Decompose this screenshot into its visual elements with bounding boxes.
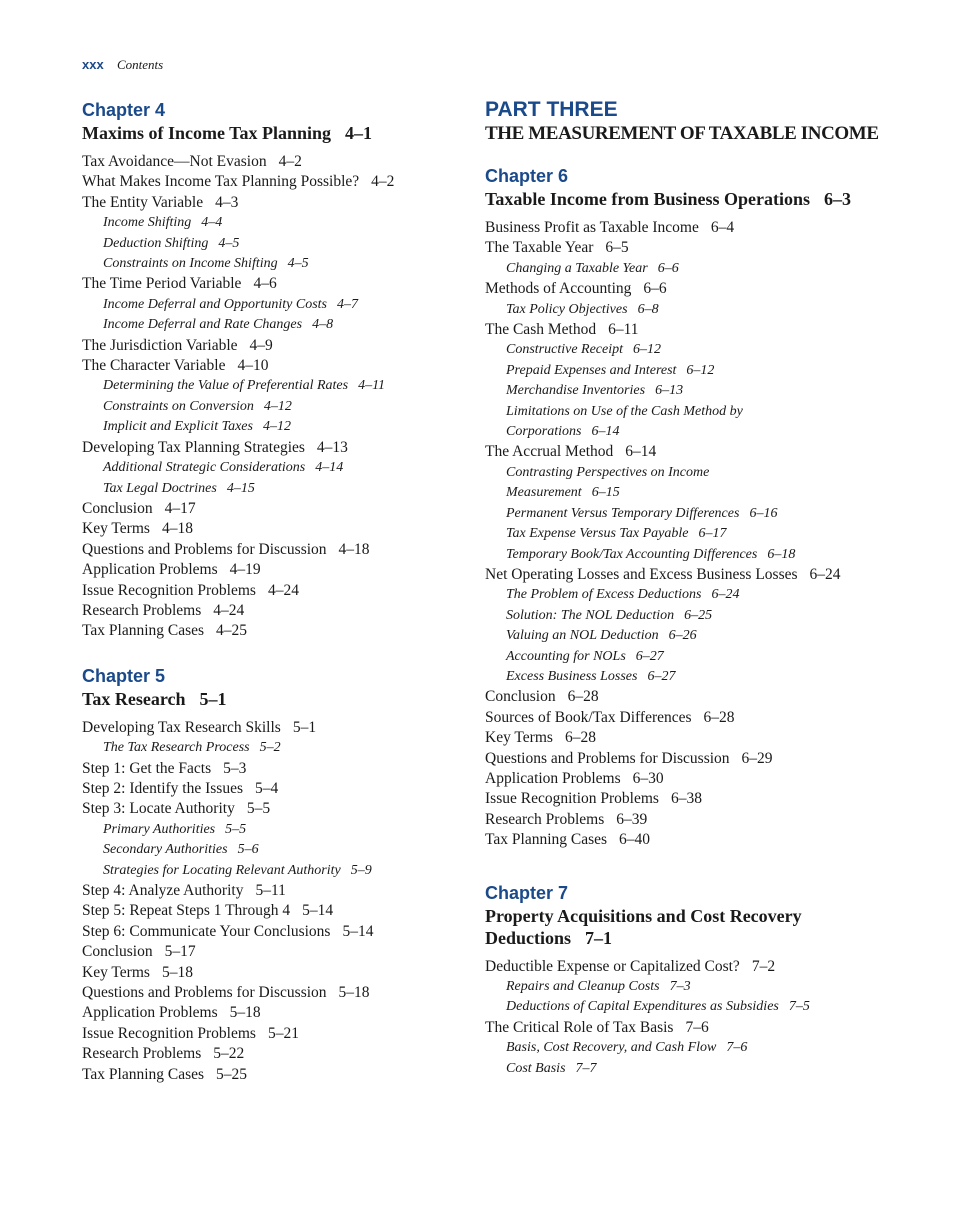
toc-entry-title: Issue Recognition Problems	[82, 1024, 256, 1042]
toc-entry-page: 4–2	[278, 153, 302, 170]
toc-entry-page: 5–5	[225, 821, 247, 837]
toc-entry[interactable]	[485, 218, 955, 238]
toc-entry-title: Tax Policy Objectives	[506, 301, 628, 317]
toc-list	[82, 718, 467, 1085]
toc-entry-page: 5–14	[342, 922, 374, 940]
chapter-label: Chapter 5	[82, 665, 166, 686]
toc-entry-page: 6–27	[635, 648, 664, 664]
toc-entry-page: 6–40	[619, 831, 651, 849]
toc-entry-page: 5–14	[302, 902, 334, 920]
toc-entry[interactable]	[82, 1065, 467, 1085]
toc-entry[interactable]	[485, 957, 955, 977]
toc-entry-title: Prepaid Expenses and Interest	[506, 362, 677, 378]
toc-entry-page: 7–2	[751, 957, 776, 975]
toc-entry-title: Temporary Book/Tax Accounting Differences	[506, 546, 758, 562]
toc-entry-page: 6–12	[686, 362, 715, 378]
toc-entry[interactable]	[485, 708, 955, 728]
toc-entry-title: Step 4: Analyze Authority	[82, 882, 244, 899]
toc-entry-page: 4–11	[358, 378, 386, 394]
toc-entry-title: Questions and Problems for Discussion	[82, 540, 327, 558]
toc-entry-title: Conclusion	[485, 688, 556, 706]
toc-entry-page: 6–6	[643, 280, 667, 298]
toc-entry-title: Net Operating Losses and Excess Business Losses	[485, 565, 798, 583]
toc-entry-title: Constraints on Income Shifting	[103, 256, 278, 272]
part-label: PART THREE	[485, 98, 618, 121]
toc-entry[interactable]	[82, 560, 467, 580]
toc-entry-page: 5–9	[350, 862, 372, 878]
toc-subentry[interactable]	[485, 667, 955, 687]
toc-entry[interactable]	[82, 581, 467, 601]
toc-entry-page: 4–2	[371, 173, 395, 191]
toc-entry-title: Valuing an NOL Deduction	[506, 628, 659, 644]
left-column	[82, 98, 467, 1107]
toc-entry[interactable]	[485, 687, 955, 707]
toc-entry[interactable]	[485, 279, 955, 299]
toc-subentry[interactable]	[82, 376, 467, 396]
toc-subentry[interactable]	[485, 977, 955, 997]
toc-entry-title: Tax Planning Cases	[485, 831, 608, 849]
toc-entry-title: The Critical Role of Tax Basis	[485, 1018, 674, 1036]
toc-entry-page: 4–14	[315, 460, 344, 476]
toc-entry-page: 5–21	[267, 1024, 299, 1042]
toc-subentry[interactable]	[485, 422, 955, 442]
part-title: THE MEASUREMENT OF TAXABLE INCOME	[485, 123, 879, 144]
toc-entry[interactable]	[82, 983, 467, 1003]
toc-entry-title: Deduction Shifting	[103, 235, 209, 251]
toc-entry-page: 5–25	[216, 1065, 248, 1083]
toc-entry-title: The Taxable Year	[485, 239, 594, 257]
toc-entry-page: 6–8	[637, 301, 659, 317]
toc-entry-page: 5–2	[259, 740, 281, 756]
toc-subentry[interactable]	[485, 402, 955, 422]
chapter-label: Chapter 4	[82, 100, 166, 120]
toc-list	[82, 152, 467, 642]
toc-entry-title: Key Terms	[82, 963, 150, 981]
toc-entry[interactable]	[485, 789, 955, 809]
toc-subentry[interactable]	[485, 340, 955, 360]
chapter-label: Chapter 6	[485, 166, 569, 186]
chapter-title[interactable]: Property Acquisitions and Cost Recovery Deductions 7–1	[485, 905, 802, 948]
toc-entry[interactable]	[485, 1018, 955, 1038]
toc-entry-title: Tax Expense Versus Tax Payable	[506, 526, 689, 542]
toc-entry[interactable]	[82, 901, 467, 921]
toc-entry-title: Corporations	[506, 424, 582, 440]
toc-subentry[interactable]	[485, 1059, 955, 1079]
toc-entry[interactable]	[82, 963, 467, 983]
toc-entry[interactable]	[82, 1024, 467, 1044]
toc-entry-page: 5–18	[338, 984, 370, 1002]
toc-entry-page: 4–25	[216, 622, 248, 640]
toc-entry[interactable]	[82, 922, 467, 942]
toc-entry-page: 4–5	[287, 256, 309, 272]
toc-entry-page: 4–5	[218, 235, 240, 251]
toc-entry[interactable]	[485, 830, 955, 850]
toc-entry[interactable]	[485, 565, 955, 585]
toc-entry-page: 4–7	[336, 296, 358, 312]
toc-entry[interactable]	[82, 779, 467, 799]
toc-entry-page: 4–24	[267, 581, 299, 599]
toc-entry[interactable]	[82, 601, 467, 621]
toc-entry[interactable]	[485, 442, 955, 462]
toc-entry-title: Application Problems	[82, 1004, 218, 1022]
toc-subentry[interactable]	[82, 213, 467, 233]
chapter-7-section	[485, 881, 955, 1079]
toc-entry-title: Repairs and Cleanup Costs	[506, 979, 660, 994]
toc-entry-title: Key Terms	[485, 729, 553, 747]
toc-entry-title: Constructive Receipt	[506, 342, 624, 358]
toc-entry-title: Issue Recognition Problems	[485, 790, 659, 808]
toc-entry[interactable]	[82, 438, 467, 458]
toc-entry-page: 6–30	[632, 769, 664, 787]
running-head	[82, 57, 163, 73]
toc-entry-title: Cost Basis	[506, 1060, 566, 1076]
toc-entry[interactable]	[82, 759, 467, 779]
toc-entry-title: The Cash Method	[485, 321, 597, 339]
toc-entry-title: Constraints on Conversion	[103, 398, 254, 414]
toc-entry-page: 6–18	[767, 546, 796, 562]
toc-subentry[interactable]	[485, 647, 955, 667]
toc-entry[interactable]	[485, 749, 955, 769]
toc-entry-page: 6–5	[605, 239, 629, 257]
toc-entry-page: 6–28	[564, 729, 596, 747]
toc-entry-page: 4–12	[263, 398, 292, 414]
toc-entry-title: Solution: The NOL Deduction	[506, 607, 675, 623]
toc-entry-title: Issue Recognition Problems	[82, 581, 256, 599]
part-heading	[485, 98, 955, 146]
toc-subentry[interactable]	[82, 397, 467, 417]
toc-entry[interactable]	[485, 769, 955, 789]
toc-entry[interactable]	[82, 499, 467, 519]
toc-entry-page: 4–17	[164, 499, 196, 517]
toc-subentry[interactable]	[82, 840, 467, 860]
toc-entry[interactable]	[485, 238, 955, 258]
toc-subentry[interactable]	[82, 458, 467, 478]
toc-subentry[interactable]	[485, 504, 955, 524]
toc-entry-page: 7–6	[726, 1040, 748, 1056]
right-column	[485, 98, 955, 1101]
toc-entry-title: What Makes Income Tax Planning Possible?	[82, 173, 360, 191]
toc-entry-page: 4–18	[161, 520, 193, 538]
toc-entry-title: Developing Tax Planning Strategies	[82, 438, 305, 456]
running-head-label: Contents	[116, 57, 164, 72]
toc-list	[485, 218, 955, 851]
toc-entry-title: Limitations on Use of the Cash Method by	[506, 403, 743, 419]
chapter-title[interactable]: Tax Research 5–1	[82, 688, 227, 709]
toc-entry[interactable]	[485, 320, 955, 340]
toc-entry-page: 4–19	[229, 561, 261, 579]
toc-entry-title: Research Problems	[82, 601, 202, 619]
toc-entry[interactable]	[82, 336, 467, 356]
toc-entry-page: 6–4	[710, 219, 735, 236]
toc-entry-title: Conclusion	[82, 499, 153, 517]
toc-entry-title: Basis, Cost Recovery, and Cash Flow	[506, 1040, 717, 1056]
toc-entry-page: 6–15	[591, 485, 620, 501]
toc-entry[interactable]	[82, 274, 467, 294]
chapter-title[interactable]: Maxims of Income Tax Planning 4–1	[82, 123, 373, 143]
toc-entry-page: 5–3	[223, 759, 247, 777]
toc-entry-title: Step 1: Get the Facts	[82, 759, 212, 777]
toc-entry-page: 6–39	[616, 810, 648, 828]
toc-entry-title: Questions and Problems for Discussion	[82, 984, 327, 1002]
toc-entry-page: 6–17	[698, 526, 727, 542]
toc-entry-title: Income Shifting	[103, 215, 192, 231]
toc-subentry[interactable]	[485, 626, 955, 646]
toc-entry-page: 5–6	[237, 842, 259, 858]
toc-entry[interactable]	[82, 1044, 467, 1064]
toc-subentry[interactable]	[485, 545, 955, 565]
toc-entry-title: Contrasting Perspectives on Income	[506, 464, 710, 480]
toc-entry[interactable]	[82, 799, 467, 819]
toc-entry-page: 6–29	[741, 749, 773, 767]
toc-entry-title: Additional Strategic Considerations	[103, 460, 306, 476]
toc-entry-page: 5–1	[292, 718, 317, 736]
toc-entry-title: Methods of Accounting	[485, 280, 632, 298]
toc-entry[interactable]	[485, 728, 955, 748]
toc-entry-title: Research Problems	[485, 810, 605, 828]
toc-entry-title: The Tax Research Process	[103, 740, 250, 756]
toc-entry-title: Determining the Value of Preferential Rates	[103, 378, 349, 394]
toc-entry-title: Measurement	[506, 485, 582, 501]
toc-subentry[interactable]	[485, 524, 955, 544]
toc-entry-title: Deductible Expense or Capitalized Cost?	[485, 957, 740, 975]
toc-entry-title: Step 5: Repeat Steps 1 Through 4	[82, 902, 291, 920]
toc-entry-title: The Problem of Excess Deductions	[506, 587, 702, 603]
toc-entry-page: 5–17	[164, 943, 196, 961]
toc-entry-page: 6–38	[670, 790, 702, 808]
toc-entry-page: 6–11	[608, 321, 639, 339]
chapter-6-section	[485, 164, 955, 851]
chapter-label: Chapter 7	[485, 882, 569, 903]
toc-entry-page: 4–10	[237, 357, 269, 375]
toc-subentry[interactable]	[485, 997, 955, 1017]
toc-entry-page: 6–16	[749, 505, 778, 521]
toc-entry-page: 6–24	[809, 565, 841, 583]
toc-entry-title: Developing Tax Research Skills	[82, 718, 281, 736]
toc-entry[interactable]	[82, 193, 467, 213]
toc-subentry[interactable]	[82, 820, 467, 840]
toc-entry-page: 4–18	[338, 540, 370, 558]
toc-entry-title: Accounting for NOLs	[506, 648, 626, 664]
toc-entry-title: Application Problems	[82, 561, 218, 579]
toc-entry-title: Income Deferral and Rate Changes	[103, 317, 303, 333]
toc-entry-page: 6–12	[633, 342, 662, 358]
toc-entry-title: The Time Period Variable	[82, 275, 242, 293]
toc-entry[interactable]	[82, 356, 467, 376]
toc-entry-page: 5–5	[246, 800, 271, 818]
toc-entry-page: 5–11	[255, 882, 286, 899]
toc-entry-page: 4–12	[262, 419, 291, 435]
toc-subentry[interactable]	[485, 463, 955, 483]
toc-entry-title: Implicit and Explicit Taxes	[103, 419, 253, 435]
toc-entry[interactable]	[485, 810, 955, 830]
toc-entry-title: Business Profit as Taxable Income	[485, 219, 699, 236]
toc-entry-title: Tax Planning Cases	[82, 1065, 205, 1083]
chapter-5-section	[82, 664, 467, 1085]
toc-entry-title: Deductions of Capital Expenditures as Subsidies	[506, 999, 779, 1015]
toc-entry[interactable]	[82, 1003, 467, 1023]
toc-entry-title: Excess Business Losses	[506, 668, 638, 684]
toc-entry-title: Primary Authorities	[103, 821, 216, 837]
toc-entry[interactable]	[82, 621, 467, 641]
toc-entry-title: The Entity Variable	[82, 193, 204, 211]
toc-entry-page: 7–6	[685, 1018, 709, 1036]
toc-entry[interactable]	[82, 540, 467, 560]
toc-subentry[interactable]	[82, 295, 467, 315]
toc-entry[interactable]	[82, 152, 467, 172]
toc-entry-page: 5–4	[255, 779, 279, 797]
toc-entry-page: 6–14	[625, 443, 657, 461]
toc-entry-title: Conclusion	[82, 943, 153, 961]
toc-entry-page: 4–3	[215, 193, 239, 211]
toc-entry-page: 4–24	[213, 601, 245, 619]
toc-entry-page: 6–25	[684, 607, 713, 623]
toc-entry-title: Strategies for Locating Relevant Authority	[103, 862, 341, 878]
toc-entry-title: Step 2: Identify the Issues	[82, 779, 244, 797]
toc-entry[interactable]	[82, 172, 467, 192]
toc-entry-page: 4–8	[312, 317, 334, 333]
chapter-4-section	[82, 98, 467, 642]
toc-entry-title: Sources of Book/Tax Differences	[485, 708, 692, 726]
page-number: xxx	[82, 57, 104, 72]
toc-entry-title: The Jurisdiction Variable	[82, 336, 238, 354]
toc-entry-title: Tax Avoidance—Not Evasion	[82, 153, 267, 170]
toc-entry-title: Income Deferral and Opportunity Costs	[103, 296, 327, 312]
toc-entry[interactable]	[82, 718, 467, 738]
toc-subentry[interactable]	[82, 417, 467, 437]
toc-entry-title: Tax Planning Cases	[82, 622, 205, 640]
toc-subentry[interactable]	[485, 1038, 955, 1058]
toc-subentry[interactable]	[82, 861, 467, 881]
toc-entry-page: 6–27	[647, 668, 676, 684]
toc-entry-page: 4–9	[249, 336, 273, 354]
toc-entry-page: 6–26	[668, 628, 697, 644]
toc-entry[interactable]	[82, 881, 467, 901]
toc-entry-page: 4–15	[226, 480, 255, 496]
toc-entry-page: 7–5	[788, 999, 810, 1015]
toc-subentry[interactable]	[485, 606, 955, 626]
toc-entry-title: Application Problems	[485, 769, 621, 787]
toc-list	[485, 957, 955, 1079]
toc-entry-title: Merchandise Inventories	[506, 383, 646, 399]
toc-entry-title: Step 3: Locate Authority	[82, 800, 235, 818]
toc-entry-page: 4–4	[201, 215, 223, 231]
toc-subentry[interactable]	[485, 585, 955, 605]
toc-entry-page: 6–28	[567, 688, 599, 706]
toc-subentry[interactable]	[82, 315, 467, 335]
toc-subentry[interactable]	[485, 381, 955, 401]
toc-entry-page: 5–22	[213, 1045, 245, 1063]
toc-subentry[interactable]	[485, 259, 955, 279]
toc-entry-title: Research Problems	[82, 1045, 202, 1063]
toc-subentry[interactable]	[82, 234, 467, 254]
toc-entry-page: 7–7	[575, 1060, 597, 1076]
toc-subentry[interactable]	[82, 254, 467, 274]
toc-entry-page: 6–14	[591, 424, 620, 440]
toc-entry[interactable]	[82, 942, 467, 962]
toc-subentry[interactable]	[485, 361, 955, 381]
toc-entry-title: Key Terms	[82, 520, 150, 538]
toc-entry-page: 4–13	[316, 438, 348, 456]
toc-entry-title: Step 6: Communicate Your Conclusions	[82, 922, 331, 940]
toc-entry-page: 6–13	[655, 383, 684, 399]
toc-entry[interactable]	[82, 519, 467, 539]
toc-subentry[interactable]	[82, 738, 467, 758]
toc-entry-title: The Character Variable	[82, 357, 226, 375]
toc-entry-page: 5–18	[229, 1004, 261, 1022]
toc-subentry[interactable]	[485, 300, 955, 320]
toc-entry-title: The Accrual Method	[485, 443, 614, 461]
toc-entry-title: Changing a Taxable Year	[506, 260, 648, 276]
toc-entry-title: Secondary Authorities	[103, 842, 228, 858]
toc-entry-page: 4–6	[253, 275, 277, 293]
toc-entry-page: 7–3	[669, 979, 691, 994]
toc-entry-page: 6–24	[711, 587, 740, 603]
toc-subentry[interactable]	[82, 479, 467, 499]
toc-entry-page: 6–6	[657, 260, 679, 276]
toc-entry-title: Tax Legal Doctrines	[103, 480, 217, 496]
toc-entry-page: 6–28	[703, 708, 735, 726]
chapter-title[interactable]: Taxable Income from Business Operations 6–3	[485, 189, 852, 209]
toc-entry-title: Permanent Versus Temporary Differences	[506, 505, 740, 521]
toc-subentry[interactable]	[485, 483, 955, 503]
toc-entry-page: 5–18	[161, 963, 193, 981]
toc-entry-title: Questions and Problems for Discussion	[485, 749, 730, 767]
